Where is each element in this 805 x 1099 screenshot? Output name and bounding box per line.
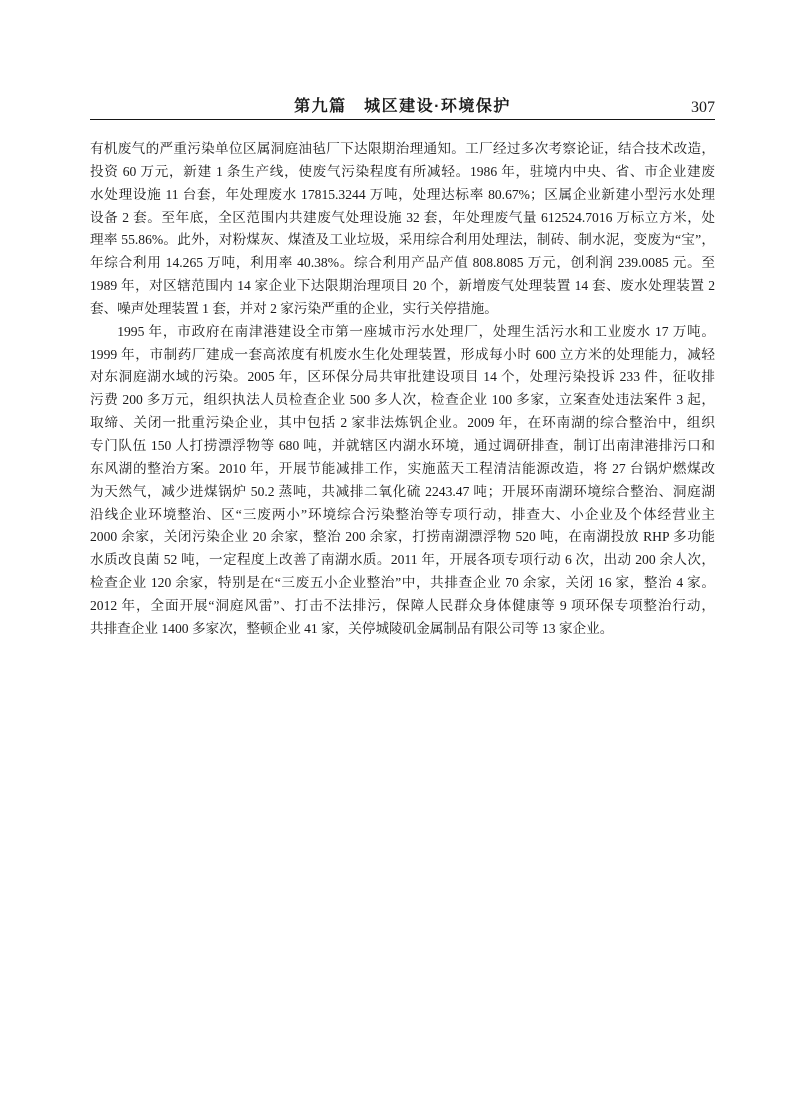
text-line: 年综合利用 14.265 万吨，利用率 40.38%。综合利用产品产值 808.8085 万元，创利润 239.0085 元。至 (90, 255, 715, 271)
page-number: 307 (691, 99, 715, 116)
text-line: 水质改良菌 52 吨，一定程度上改善了南湖水质。2011 年，开展各项专项行动 6 次，出动 200 余人次， (90, 552, 715, 568)
text-line: 取缔、关闭一批重污染企业，其中包括 2 家非法炼钒企业。2009 年，在环南湖的综合整治中，组织 (90, 415, 715, 431)
paragraph (90, 321, 715, 641)
chapter-title: 第九篇 城区建设·环境保护 (294, 98, 511, 115)
text-line: 理率 55.86%。此外，对粉煤灰、煤渣及工业垃圾，采用综合利用处理法，制砖、制水泥，变废为“宝”， (90, 232, 715, 248)
text-line: 设备 2 套。至年底，全区范围内共建废气处理设施 32 套，年处理废气量 612524.7016 万标立方米，处 (90, 209, 715, 225)
text-line: 2012 年，全面开展“洞庭风雷”、打击不法排污，保障人民群众身体健康等 9 项环保专项整治行动， (90, 597, 715, 613)
page-body (90, 138, 715, 641)
text-line: 共排查企业 1400 多家次，整顿企业 41 家，关停城陵矶金属制品有限公司等 13 家企业。 (90, 620, 614, 636)
text-line: 为天然气，减少进煤锅炉 50.2 蒸吨，共减排二氧化硫 2243.47 吨；开展环南湖环境综合整治、洞庭湖 (90, 483, 715, 499)
paragraph (90, 138, 715, 321)
header-rule (90, 119, 715, 120)
text-line: 沿线企业环境整治、区“三废两小”环境综合污染整治等专项行动，排查大、小企业及个体经营业主 (90, 506, 715, 522)
page-header (90, 97, 715, 121)
text-line: 1995 年，市政府在南津港建设全市第一座城市污水处理厂，处理生活污水和工业废水 17 万吨。 (117, 323, 715, 339)
text-line: 对东洞庭湖水域的污染。2005 年，区环保分局共审批建设项目 14 个，处理污染投诉 233 件，征收排 (90, 369, 715, 385)
text-line: 污费 200 多万元，组织执法人员检查企业 500 多人次，检查企业 100 多家，立案查处违法案件 3 起， (90, 392, 715, 408)
text-line: 检查企业 120 余家，特别是在“三废五小企业整治”中，共排查企业 70 余家，关闭 16 家，整治 4 家。 (90, 575, 715, 591)
text-line: 投资 60 万元，新建 1 条生产线，使废气污染程度有所减轻。1986 年，驻境内中央、省、市企业建废 (90, 163, 715, 179)
text-line: 东风湖的整治方案。2010 年，开展节能减排工作，实施蓝天工程清洁能源改造，将 27 台锅炉燃煤改 (90, 460, 715, 476)
text-line: 套、噪声处理装置 1 套，并对 2 家污染严重的企业，实行关停措施。 (90, 300, 498, 316)
text-line: 1999 年，市制药厂建成一套高浓度有机废水生化处理装置，形成每小时 600 立方米的处理能力，减轻 (90, 346, 715, 362)
text-line: 水处理设施 11 台套，年处理废水 17815.3244 万吨，处理达标率 80.67%；区属企业新建小型污水处理 (90, 186, 715, 202)
text-line: 专门队伍 150 人打捞漂浮物等 680 吨，并就辖区内湖水环境，通过调研排查，制订出南津港排污口和 (90, 437, 715, 453)
text-line: 1989 年，对区辖范围内 14 家企业下达限期治理项目 20 个，新增废气处理装置 14 套、废水处理装置 2 (90, 278, 715, 294)
text-line: 2000 余家，关闭污染企业 20 余家，整治 200 余家，打捞南湖漂浮物 520 吨，在南湖投放 RHP 多功能 (90, 529, 715, 545)
text-line: 有机废气的严重污染单位区属洞庭油毡厂下达限期治理通知。工厂经过多次考察论证，结合技术改造， (90, 141, 715, 156)
